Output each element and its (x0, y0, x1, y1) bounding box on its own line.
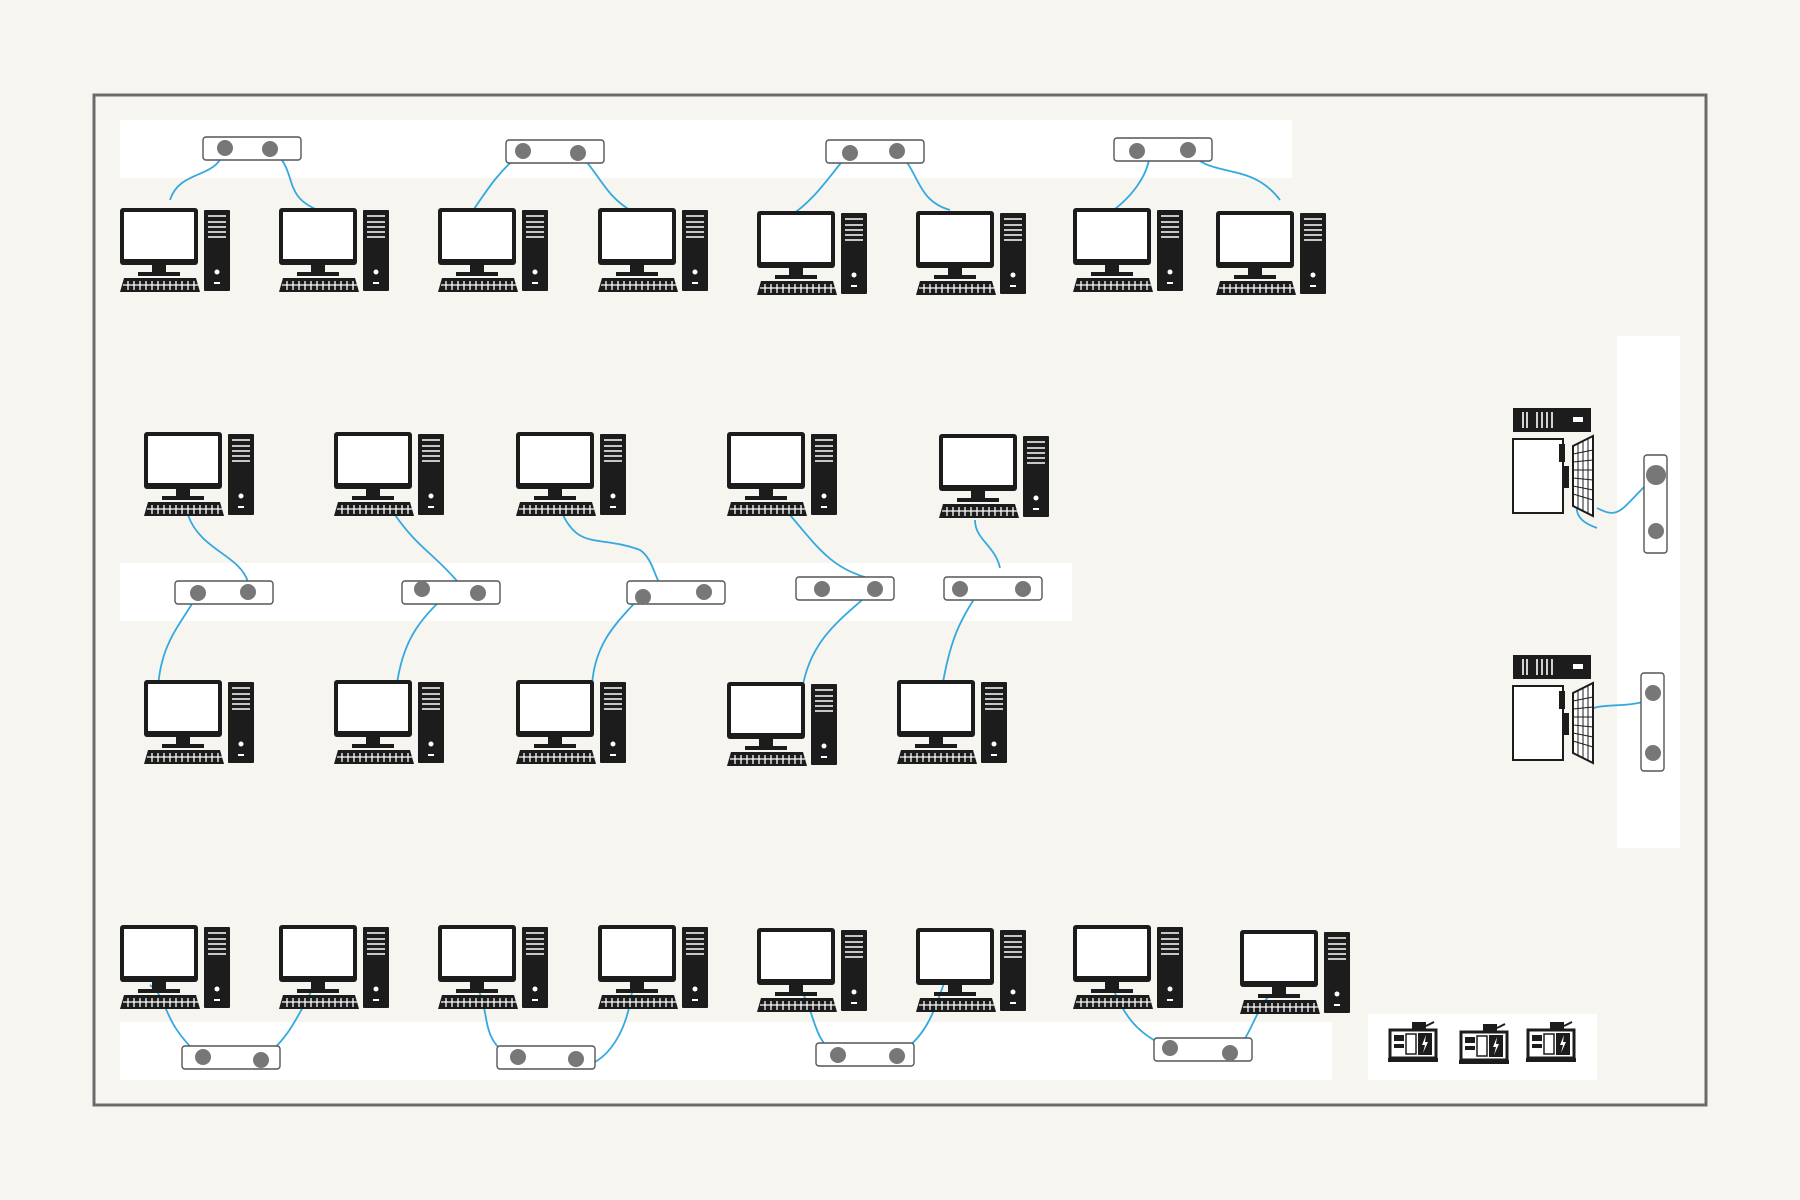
desktop-computer-icon (144, 432, 254, 516)
outlet (627, 581, 725, 605)
desktop-computer-icon (897, 680, 1007, 764)
desktop-computer-icon (334, 432, 444, 516)
desktop-computer-icon (1073, 208, 1183, 292)
server-rack-icon (1513, 655, 1593, 763)
outlet (497, 1046, 595, 1069)
outlet (1114, 138, 1212, 161)
outlet (203, 137, 301, 160)
desktop-computer-icon (438, 925, 548, 1009)
server-rack-icon (1513, 408, 1593, 516)
desktop-computer-icon (757, 928, 867, 1012)
desktop-computer-icon (120, 208, 230, 292)
desktop-computer-icon (279, 925, 389, 1009)
desktop-computer-icon (438, 208, 548, 292)
desktop-computer-icon (757, 211, 867, 295)
desktop-computer-icon (120, 925, 230, 1009)
outlet (796, 577, 894, 600)
desktop-computer-icon (1216, 211, 1326, 295)
desktop-computer-icon (598, 208, 708, 292)
desktop-computer-icon (1240, 930, 1350, 1014)
desktop-computer-icon (334, 680, 444, 764)
outlet (175, 581, 273, 604)
desktop-computer-icon (727, 432, 837, 516)
desktop-computer-icon (516, 432, 626, 516)
desktop-computer-icon (916, 211, 1026, 295)
cable (975, 520, 1000, 568)
desktop-computer-icon (516, 680, 626, 764)
outlet (1644, 455, 1667, 553)
desktop-computer-icon (939, 434, 1049, 518)
outlet (402, 581, 500, 604)
desktop-computer-icon (598, 925, 708, 1009)
outlet (816, 1043, 914, 1066)
desktop-computer-icon (1073, 925, 1183, 1009)
outlet (506, 140, 604, 163)
desktop-computer-icon (144, 680, 254, 764)
outlet (1154, 1038, 1252, 1061)
outlet (1641, 673, 1664, 771)
floor-strip-row-4 (120, 1022, 1332, 1080)
desktop-computer-icon (279, 208, 389, 292)
outlet (182, 1046, 280, 1069)
desktop-computer-icon (727, 682, 837, 766)
outlet (826, 140, 924, 163)
outlet (944, 577, 1042, 600)
desktop-computer-icon (916, 928, 1026, 1012)
